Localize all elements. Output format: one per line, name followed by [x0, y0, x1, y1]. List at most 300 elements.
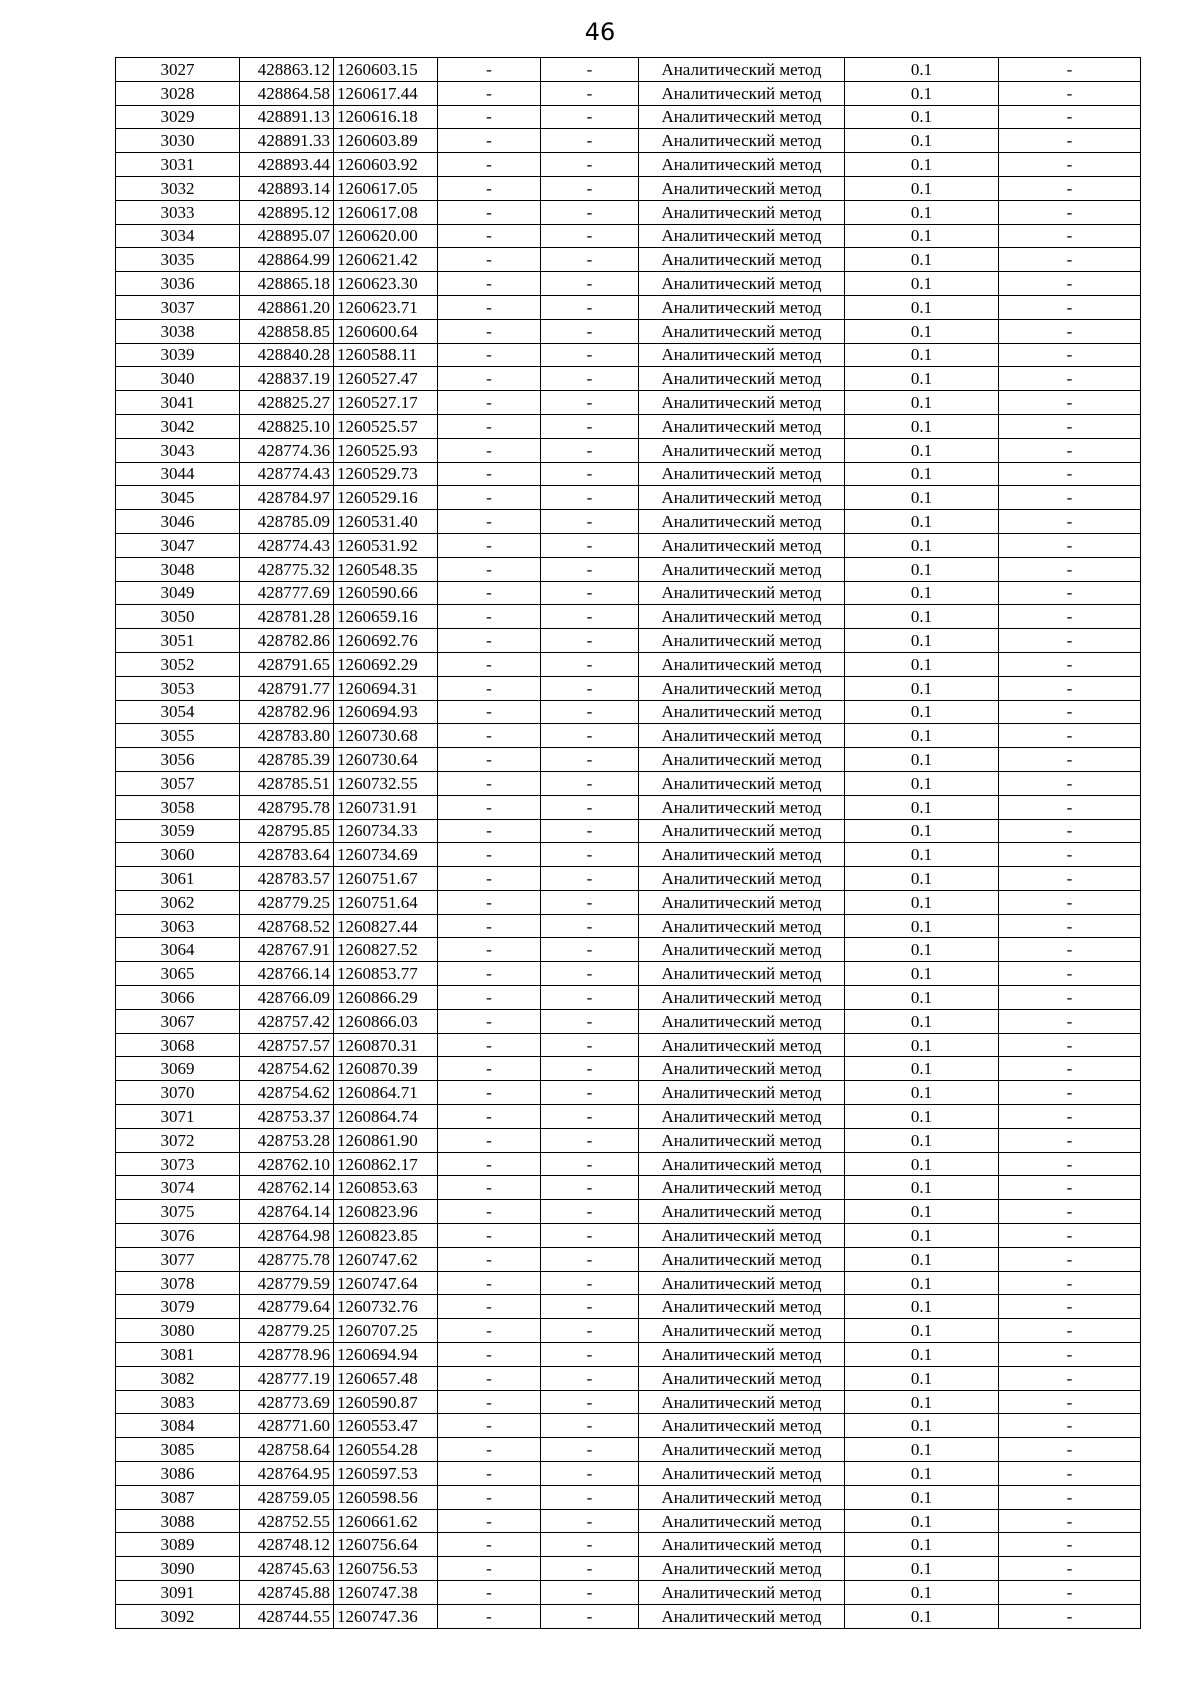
dash-cell: -: [541, 81, 639, 105]
y-coordinate-cell: 1260617.44: [334, 81, 438, 105]
table-row: [116, 533, 1141, 557]
y-coordinate-cell: 1260527.17: [334, 391, 438, 415]
point-number-cell: 3089: [116, 1533, 240, 1557]
y-coordinate-cell: 1260827.52: [334, 938, 438, 962]
dash-cell: -: [438, 1414, 541, 1438]
y-coordinate-cell: 1260661.62: [334, 1509, 438, 1533]
dash-cell: -: [438, 1105, 541, 1129]
x-coordinate-cell: 428764.98: [240, 1224, 334, 1248]
x-coordinate-cell: 428891.33: [240, 129, 334, 153]
table-row: [116, 1366, 1141, 1390]
table-row: [116, 1105, 1141, 1129]
method-cell: Аналитический метод: [639, 391, 845, 415]
point-number-cell: 3046: [116, 510, 240, 534]
dash-cell: -: [999, 1485, 1141, 1509]
table-row: [116, 938, 1141, 962]
dash-cell: -: [999, 557, 1141, 581]
y-coordinate-cell: 1260529.16: [334, 486, 438, 510]
point-number-cell: 3057: [116, 771, 240, 795]
table-row: [116, 1343, 1141, 1367]
table-row: [116, 962, 1141, 986]
dash-cell: -: [438, 771, 541, 795]
table-row: [116, 1247, 1141, 1271]
point-number-cell: 3086: [116, 1462, 240, 1486]
dash-cell: -: [999, 319, 1141, 343]
dash-cell: -: [999, 105, 1141, 129]
y-coordinate-cell: 1260707.25: [334, 1319, 438, 1343]
point-number-cell: 3041: [116, 391, 240, 415]
dash-cell: -: [999, 724, 1141, 748]
dash-cell: -: [438, 533, 541, 557]
method-cell: Аналитический метод: [639, 557, 845, 581]
y-coordinate-cell: 1260531.92: [334, 533, 438, 557]
table-body: [116, 58, 1141, 1629]
dash-cell: -: [438, 1581, 541, 1605]
x-coordinate-cell: 428773.69: [240, 1390, 334, 1414]
table-row: [116, 1533, 1141, 1557]
x-coordinate-cell: 428766.09: [240, 986, 334, 1010]
table-row: [116, 1462, 1141, 1486]
point-number-cell: 3075: [116, 1200, 240, 1224]
dash-cell: -: [999, 1390, 1141, 1414]
y-coordinate-cell: 1260823.96: [334, 1200, 438, 1224]
method-cell: Аналитический метод: [639, 1438, 845, 1462]
dash-cell: -: [541, 486, 639, 510]
precision-cell: 0.1: [845, 1509, 999, 1533]
y-coordinate-cell: 1260531.40: [334, 510, 438, 534]
precision-cell: 0.1: [845, 700, 999, 724]
method-cell: Аналитический метод: [639, 272, 845, 296]
x-coordinate-cell: 428753.37: [240, 1105, 334, 1129]
x-coordinate-cell: 428837.19: [240, 367, 334, 391]
x-coordinate-cell: 428779.59: [240, 1271, 334, 1295]
dash-cell: -: [541, 295, 639, 319]
point-number-cell: 3053: [116, 676, 240, 700]
x-coordinate-cell: 428783.57: [240, 867, 334, 891]
dash-cell: -: [999, 819, 1141, 843]
y-coordinate-cell: 1260862.17: [334, 1152, 438, 1176]
dash-cell: -: [541, 1462, 639, 1486]
method-cell: Аналитический метод: [639, 1509, 845, 1533]
table-row: [116, 1319, 1141, 1343]
point-number-cell: 3047: [116, 533, 240, 557]
dash-cell: -: [999, 200, 1141, 224]
point-number-cell: 3032: [116, 176, 240, 200]
dash-cell: -: [438, 1033, 541, 1057]
precision-cell: 0.1: [845, 414, 999, 438]
y-coordinate-cell: 1260554.28: [334, 1438, 438, 1462]
dash-cell: -: [999, 462, 1141, 486]
precision-cell: 0.1: [845, 629, 999, 653]
x-coordinate-cell: 428759.05: [240, 1485, 334, 1509]
method-cell: Аналитический метод: [639, 724, 845, 748]
dash-cell: -: [541, 629, 639, 653]
dash-cell: -: [438, 843, 541, 867]
precision-cell: 0.1: [845, 224, 999, 248]
x-coordinate-cell: 428752.55: [240, 1509, 334, 1533]
precision-cell: 0.1: [845, 1105, 999, 1129]
method-cell: Аналитический метод: [639, 248, 845, 272]
dash-cell: -: [541, 795, 639, 819]
point-number-cell: 3030: [116, 129, 240, 153]
precision-cell: 0.1: [845, 200, 999, 224]
dash-cell: -: [541, 1224, 639, 1248]
method-cell: Аналитический метод: [639, 1009, 845, 1033]
dash-cell: -: [999, 1105, 1141, 1129]
method-cell: Аналитический метод: [639, 629, 845, 653]
dash-cell: -: [438, 605, 541, 629]
y-coordinate-cell: 1260525.57: [334, 414, 438, 438]
dash-cell: -: [438, 1343, 541, 1367]
point-number-cell: 3067: [116, 1009, 240, 1033]
method-cell: Аналитический метод: [639, 819, 845, 843]
method-cell: Аналитический метод: [639, 1604, 845, 1628]
dash-cell: -: [438, 1224, 541, 1248]
y-coordinate-cell: 1260590.87: [334, 1390, 438, 1414]
y-coordinate-cell: 1260600.64: [334, 319, 438, 343]
dash-cell: -: [438, 581, 541, 605]
dash-cell: -: [541, 1581, 639, 1605]
precision-cell: 0.1: [845, 510, 999, 534]
dash-cell: -: [438, 295, 541, 319]
dash-cell: -: [999, 1343, 1141, 1367]
dash-cell: -: [541, 1081, 639, 1105]
table-row: [116, 819, 1141, 843]
precision-cell: 0.1: [845, 1224, 999, 1248]
method-cell: Аналитический метод: [639, 748, 845, 772]
method-cell: Аналитический метод: [639, 510, 845, 534]
dash-cell: -: [999, 1009, 1141, 1033]
point-number-cell: 3065: [116, 962, 240, 986]
point-number-cell: 3027: [116, 58, 240, 82]
dash-cell: -: [438, 1485, 541, 1509]
method-cell: Аналитический метод: [639, 319, 845, 343]
point-number-cell: 3076: [116, 1224, 240, 1248]
dash-cell: -: [438, 938, 541, 962]
precision-cell: 0.1: [845, 652, 999, 676]
x-coordinate-cell: 428782.86: [240, 629, 334, 653]
precision-cell: 0.1: [845, 771, 999, 795]
table-row: [116, 581, 1141, 605]
precision-cell: 0.1: [845, 1462, 999, 1486]
x-coordinate-cell: 428825.10: [240, 414, 334, 438]
dash-cell: -: [438, 129, 541, 153]
y-coordinate-cell: 1260861.90: [334, 1128, 438, 1152]
precision-cell: 0.1: [845, 1557, 999, 1581]
dash-cell: -: [438, 1438, 541, 1462]
dash-cell: -: [541, 58, 639, 82]
dash-cell: -: [438, 1247, 541, 1271]
y-coordinate-cell: 1260853.77: [334, 962, 438, 986]
dash-cell: -: [999, 510, 1141, 534]
table-row: [116, 1295, 1141, 1319]
point-number-cell: 3064: [116, 938, 240, 962]
point-number-cell: 3078: [116, 1271, 240, 1295]
dash-cell: -: [438, 1271, 541, 1295]
precision-cell: 0.1: [845, 914, 999, 938]
method-cell: Аналитический метод: [639, 129, 845, 153]
method-cell: Аналитический метод: [639, 962, 845, 986]
y-coordinate-cell: 1260756.53: [334, 1557, 438, 1581]
x-coordinate-cell: 428766.14: [240, 962, 334, 986]
x-coordinate-cell: 428774.43: [240, 462, 334, 486]
precision-cell: 0.1: [845, 676, 999, 700]
dash-cell: -: [541, 748, 639, 772]
dash-cell: -: [541, 367, 639, 391]
y-coordinate-cell: 1260603.92: [334, 153, 438, 177]
dash-cell: -: [541, 557, 639, 581]
dash-cell: -: [999, 1438, 1141, 1462]
dash-cell: -: [438, 81, 541, 105]
table-row: [116, 1414, 1141, 1438]
x-coordinate-cell: 428774.36: [240, 438, 334, 462]
dash-cell: -: [541, 1247, 639, 1271]
dash-cell: -: [999, 295, 1141, 319]
point-number-cell: 3088: [116, 1509, 240, 1533]
dash-cell: -: [541, 1438, 639, 1462]
y-coordinate-cell: 1260732.76: [334, 1295, 438, 1319]
dash-cell: -: [438, 462, 541, 486]
point-number-cell: 3074: [116, 1176, 240, 1200]
dash-cell: -: [999, 1081, 1141, 1105]
x-coordinate-cell: 428791.65: [240, 652, 334, 676]
method-cell: Аналитический метод: [639, 367, 845, 391]
point-number-cell: 3035: [116, 248, 240, 272]
x-coordinate-cell: 428753.28: [240, 1128, 334, 1152]
dash-cell: -: [438, 1081, 541, 1105]
dash-cell: -: [541, 1319, 639, 1343]
table-row: [116, 367, 1141, 391]
table-row: [116, 676, 1141, 700]
dash-cell: -: [438, 367, 541, 391]
dash-cell: -: [438, 1390, 541, 1414]
method-cell: Аналитический метод: [639, 224, 845, 248]
point-number-cell: 3060: [116, 843, 240, 867]
dash-cell: -: [999, 843, 1141, 867]
precision-cell: 0.1: [845, 843, 999, 867]
y-coordinate-cell: 1260548.35: [334, 557, 438, 581]
table-row: [116, 771, 1141, 795]
precision-cell: 0.1: [845, 81, 999, 105]
dash-cell: -: [438, 153, 541, 177]
point-number-cell: 3068: [116, 1033, 240, 1057]
table-row: [116, 295, 1141, 319]
method-cell: Аналитический метод: [639, 105, 845, 129]
dash-cell: -: [438, 1319, 541, 1343]
precision-cell: 0.1: [845, 1152, 999, 1176]
dash-cell: -: [541, 1390, 639, 1414]
y-coordinate-cell: 1260747.64: [334, 1271, 438, 1295]
table-row: [116, 1033, 1141, 1057]
dash-cell: -: [999, 1581, 1141, 1605]
y-coordinate-cell: 1260827.44: [334, 914, 438, 938]
dash-cell: -: [541, 1343, 639, 1367]
dash-cell: -: [541, 1557, 639, 1581]
method-cell: Аналитический метод: [639, 771, 845, 795]
x-coordinate-cell: 428891.13: [240, 105, 334, 129]
y-coordinate-cell: 1260603.15: [334, 58, 438, 82]
precision-cell: 0.1: [845, 867, 999, 891]
x-coordinate-cell: 428863.12: [240, 58, 334, 82]
dash-cell: -: [999, 629, 1141, 653]
dash-cell: -: [999, 1462, 1141, 1486]
x-coordinate-cell: 428744.55: [240, 1604, 334, 1628]
dash-cell: -: [541, 676, 639, 700]
x-coordinate-cell: 428778.96: [240, 1343, 334, 1367]
precision-cell: 0.1: [845, 1033, 999, 1057]
method-cell: Аналитический метод: [639, 1390, 845, 1414]
point-number-cell: 3028: [116, 81, 240, 105]
y-coordinate-cell: 1260866.03: [334, 1009, 438, 1033]
dash-cell: -: [541, 700, 639, 724]
x-coordinate-cell: 428783.80: [240, 724, 334, 748]
dash-cell: -: [999, 1033, 1141, 1057]
dash-cell: -: [999, 1057, 1141, 1081]
dash-cell: -: [541, 1533, 639, 1557]
point-number-cell: 3092: [116, 1604, 240, 1628]
y-coordinate-cell: 1260694.31: [334, 676, 438, 700]
dash-cell: -: [999, 1224, 1141, 1248]
dash-cell: -: [438, 319, 541, 343]
point-number-cell: 3033: [116, 200, 240, 224]
table-row: [116, 605, 1141, 629]
dash-cell: -: [999, 1366, 1141, 1390]
table-row: [116, 795, 1141, 819]
y-coordinate-cell: 1260659.16: [334, 605, 438, 629]
method-cell: Аналитический метод: [639, 1105, 845, 1129]
precision-cell: 0.1: [845, 438, 999, 462]
dash-cell: -: [999, 176, 1141, 200]
dash-cell: -: [541, 1604, 639, 1628]
dash-cell: -: [438, 200, 541, 224]
dash-cell: -: [541, 248, 639, 272]
dash-cell: -: [438, 1557, 541, 1581]
method-cell: Аналитический метод: [639, 890, 845, 914]
precision-cell: 0.1: [845, 605, 999, 629]
method-cell: Аналитический метод: [639, 58, 845, 82]
precision-cell: 0.1: [845, 343, 999, 367]
precision-cell: 0.1: [845, 1390, 999, 1414]
point-number-cell: 3031: [116, 153, 240, 177]
dash-cell: -: [438, 700, 541, 724]
table-row: [116, 343, 1141, 367]
method-cell: Аналитический метод: [639, 1581, 845, 1605]
table-row: [116, 200, 1141, 224]
precision-cell: 0.1: [845, 295, 999, 319]
y-coordinate-cell: 1260870.31: [334, 1033, 438, 1057]
y-coordinate-cell: 1260730.64: [334, 748, 438, 772]
point-number-cell: 3040: [116, 367, 240, 391]
table-row: [116, 486, 1141, 510]
table-row: [116, 986, 1141, 1010]
method-cell: Аналитический метод: [639, 176, 845, 200]
dash-cell: -: [541, 1485, 639, 1509]
precision-cell: 0.1: [845, 176, 999, 200]
dash-cell: -: [438, 438, 541, 462]
precision-cell: 0.1: [845, 1319, 999, 1343]
point-number-cell: 3073: [116, 1152, 240, 1176]
dash-cell: -: [999, 272, 1141, 296]
precision-cell: 0.1: [845, 58, 999, 82]
dash-cell: -: [438, 629, 541, 653]
x-coordinate-cell: 428768.52: [240, 914, 334, 938]
dash-cell: -: [541, 1200, 639, 1224]
table-row: [116, 414, 1141, 438]
precision-cell: 0.1: [845, 581, 999, 605]
y-coordinate-cell: 1260747.36: [334, 1604, 438, 1628]
dash-cell: -: [541, 414, 639, 438]
point-number-cell: 3081: [116, 1343, 240, 1367]
dash-cell: -: [999, 1557, 1141, 1581]
precision-cell: 0.1: [845, 272, 999, 296]
point-number-cell: 3072: [116, 1128, 240, 1152]
dash-cell: -: [541, 819, 639, 843]
dash-cell: -: [438, 1295, 541, 1319]
x-coordinate-cell: 428795.85: [240, 819, 334, 843]
x-coordinate-cell: 428825.27: [240, 391, 334, 415]
dash-cell: -: [541, 914, 639, 938]
method-cell: Аналитический метод: [639, 1271, 845, 1295]
dash-cell: -: [438, 1057, 541, 1081]
precision-cell: 0.1: [845, 1271, 999, 1295]
x-coordinate-cell: 428864.99: [240, 248, 334, 272]
table-row: [116, 129, 1141, 153]
dash-cell: -: [999, 486, 1141, 510]
dash-cell: -: [541, 1033, 639, 1057]
point-number-cell: 3083: [116, 1390, 240, 1414]
y-coordinate-cell: 1260823.85: [334, 1224, 438, 1248]
dash-cell: -: [999, 367, 1141, 391]
point-number-cell: 3070: [116, 1081, 240, 1105]
method-cell: Аналитический метод: [639, 81, 845, 105]
point-number-cell: 3052: [116, 652, 240, 676]
point-number-cell: 3048: [116, 557, 240, 581]
precision-cell: 0.1: [845, 1295, 999, 1319]
point-number-cell: 3061: [116, 867, 240, 891]
method-cell: Аналитический метод: [639, 700, 845, 724]
method-cell: Аналитический метод: [639, 676, 845, 700]
method-cell: Аналитический метод: [639, 486, 845, 510]
y-coordinate-cell: 1260621.42: [334, 248, 438, 272]
method-cell: Аналитический метод: [639, 1343, 845, 1367]
dash-cell: -: [541, 105, 639, 129]
dash-cell: -: [999, 248, 1141, 272]
method-cell: Аналитический метод: [639, 986, 845, 1010]
precision-cell: 0.1: [845, 1128, 999, 1152]
precision-cell: 0.1: [845, 819, 999, 843]
precision-cell: 0.1: [845, 391, 999, 415]
table-row: [116, 438, 1141, 462]
dash-cell: -: [541, 1176, 639, 1200]
dash-cell: -: [541, 129, 639, 153]
table-row: [116, 1224, 1141, 1248]
method-cell: Аналитический метод: [639, 1033, 845, 1057]
point-number-cell: 3056: [116, 748, 240, 772]
dash-cell: -: [999, 1176, 1141, 1200]
precision-cell: 0.1: [845, 129, 999, 153]
point-number-cell: 3087: [116, 1485, 240, 1509]
x-coordinate-cell: 428864.58: [240, 81, 334, 105]
x-coordinate-cell: 428775.78: [240, 1247, 334, 1271]
dash-cell: -: [438, 748, 541, 772]
y-coordinate-cell: 1260732.55: [334, 771, 438, 795]
table-row: [116, 843, 1141, 867]
x-coordinate-cell: 428762.10: [240, 1152, 334, 1176]
dash-cell: -: [438, 1176, 541, 1200]
dash-cell: -: [438, 1604, 541, 1628]
method-cell: Аналитический метод: [639, 652, 845, 676]
y-coordinate-cell: 1260756.64: [334, 1533, 438, 1557]
